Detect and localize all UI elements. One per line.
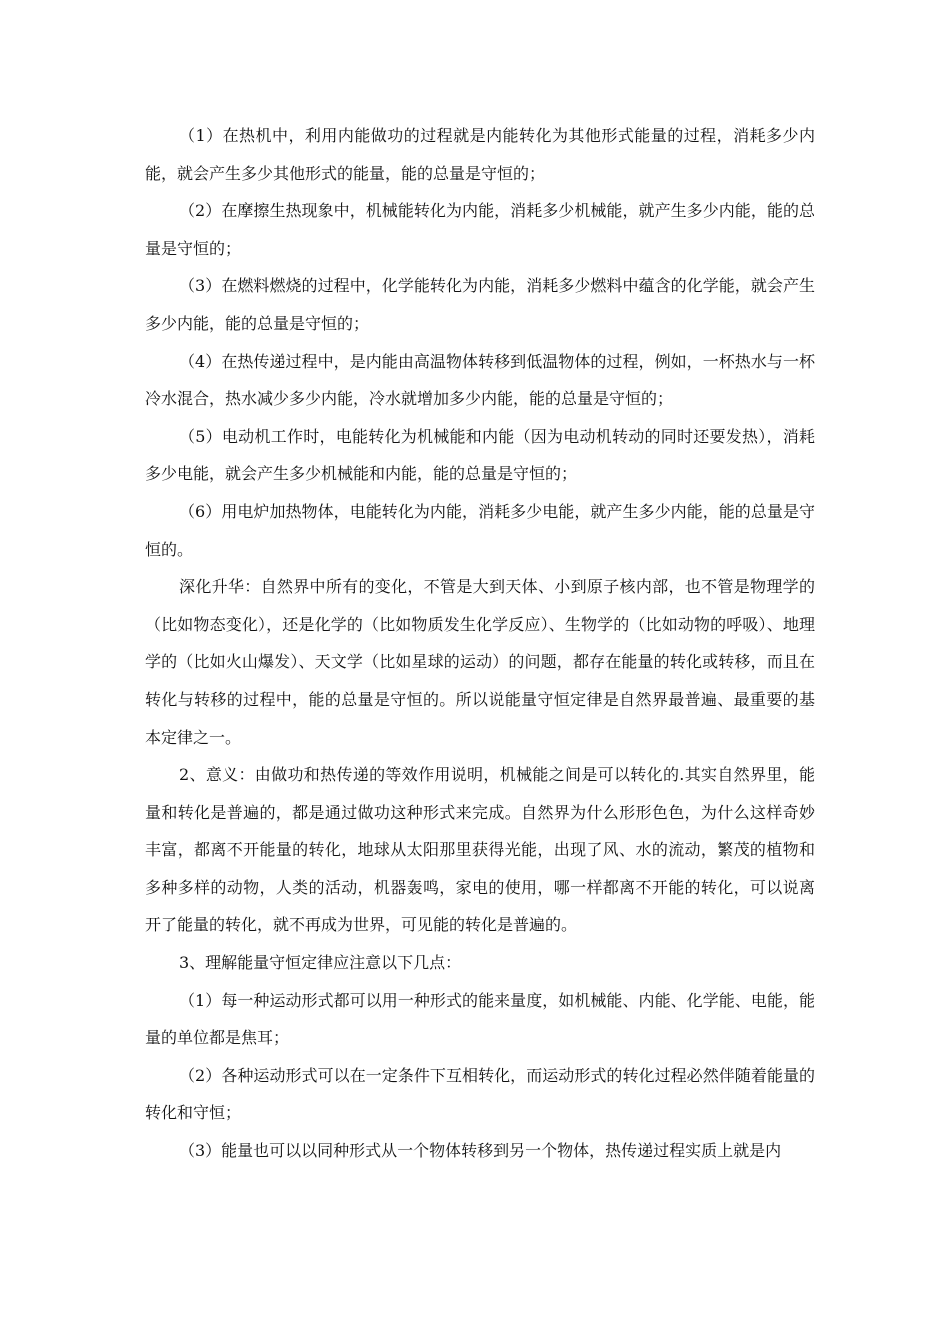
paragraph-point-3: （3）能量也可以以同种形式从一个物体转移到另一个物体，热传递过程实质上就是内 (179, 1141, 782, 1161)
paragraph-fuel-combustion: （3）在燃料燃烧的过程中，化学能转化为内能，消耗多少燃料中蕴含的化学能，就会产生多少内能，能的总量是守恒的； (145, 276, 815, 333)
paragraph-understanding-heading: 3、理解能量守恒定律应注意以下几点： (179, 953, 462, 973)
paragraph-deepening: 深化升华：自然界中所有的变化，不管是大到天体、小到原子核内部，也不管是物理学的（比如物态变化），还是化学的（比如物质发生化学反应）、生物学的（比如动物的呼吸）、地理学的（比如火山爆发）、天文学（比如星球的运动）的问题，都存在能量的转化或转移，而且在转化与转移的过程中，能的总量是守恒的。所以说能量守恒定律是自然界最普遍、最重要的基本定律之一。 (145, 577, 815, 747)
paragraph-electric-motor: （5）电动机工作时，电能转化为机械能和内能（因为电动机转动的同时还要发热），消耗多少电能，就会产生多少机械能和内能，能的总量是守恒的； (145, 426, 815, 484)
document-body (145, 117, 815, 1170)
paragraph-heat-transfer: （4）在热传递过程中，是内能由高温物体转移到低温物体的过程，例如，一杯热水与一杯冷水混合，热水减少多少内能，冷水就增加多少内能，能的总量是守恒的； (145, 351, 815, 409)
paragraph-significance: 2、意义：由做功和热传递的等效作用说明，机械能之间是可以转化的.其实自然界里，能量和转化是普遍的，都是通过做功这种形式来完成。自然界为什么形形色色，为什么这样奇妙丰富，都离不开能量的转化，地球从太阳那里获得光能，出现了风、水的流动，繁茂的植物和多种多样的动物，人类的活动，机器轰鸣，家电的使用，哪一样都离不开能的转化，可以说离开了能量的转化，就不再成为世界，可见能的转化是普遍的。 (145, 765, 815, 935)
paragraph-point-1: （1）每一种运动形式都可以用一种形式的能来量度，如机械能、内能、化学能、电能，能量的单位都是焦耳； (145, 990, 815, 1048)
paragraph-electric-furnace: （6）用电炉加热物体，电能转化为内能，消耗多少电能，就产生多少内能，能的总量是守恒的。 (145, 501, 815, 559)
paragraph-friction-heat: （2）在摩擦生热现象中，机械能转化为内能，消耗多少机械能，就产生多少内能，能的总量是守恒的； (145, 201, 815, 258)
paragraph-point-2: （2）各种运动形式可以在一定条件下互相转化，而运动形式的转化过程必然伴随着能量的转化和守恒； (145, 1065, 815, 1123)
paragraph-heat-engine: （1）在热机中，利用内能做功的过程就是内能转化为其他形式能量的过程，消耗多少内能，就会产生多少其他形式的能量，能的总量是守恒的； (145, 126, 815, 183)
